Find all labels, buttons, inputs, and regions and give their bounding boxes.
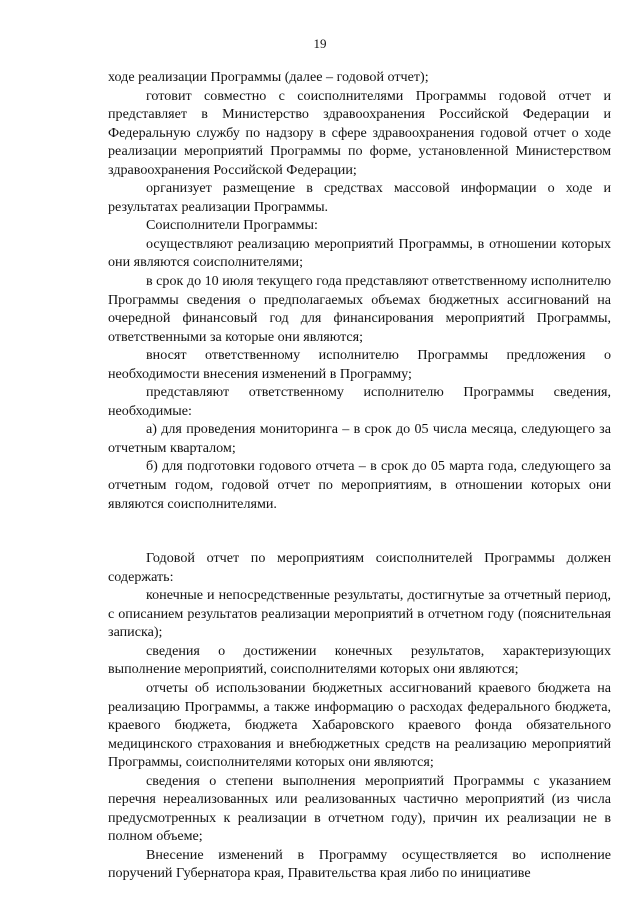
paragraph: Внесение изменений в Программу осуществляется во исполнение поручений Губернатора края, Правительства края либо по инициативе bbox=[108, 846, 611, 882]
paragraph: ходе реализации Программы (далее – годовой отчет); bbox=[108, 69, 429, 85]
paragraph: Соисполнители Программы: bbox=[146, 217, 318, 234]
paragraph: готовит совместно с соисполнителями Программы годовой отчет и представляет в Министерство здравоохранения Российской Федерации и Федеральную службу по надзору в сфере здравоохранения годовой отчет о ходе реализации мероприятий Программы по форме, установленной Министерством здравоохранения Российской Федерации; bbox=[108, 87, 611, 178]
section-responsibilities bbox=[108, 68, 611, 513]
document-body bbox=[108, 68, 611, 883]
page-number: 19 bbox=[313, 36, 327, 51]
paragraph: а) для проведения мониторинга – в срок до 05 числа месяца, следующего за отчетным кварталом; bbox=[108, 421, 611, 456]
paragraph: организует размещение в средствах массовой информации о ходе и результатах реализации Программы. bbox=[108, 180, 611, 215]
section-spacer bbox=[108, 513, 611, 549]
paragraph: осуществляют реализацию мероприятий Программы, в отношении которых они являются соисполнителями; bbox=[108, 235, 611, 271]
paragraph: сведения о степени выполнения мероприятий Программы с указанием перечня нереализованных или реализованных частично мероприятий (из числа предусмотренных к реализации в отчетном году), причин их реализации не в полном объеме; bbox=[108, 772, 611, 845]
paragraph: Годовой отчет по мероприятиям соисполнителей Программы должен содержать: bbox=[108, 550, 611, 585]
section-annual-report bbox=[108, 549, 611, 883]
paragraph: вносят ответственному исполнителю Программы предложения о необходимости внесения изменений в Программу; bbox=[108, 347, 611, 382]
paragraph: отчеты об использовании бюджетных ассигнований краевого бюджета на реализацию Программы, а также информацию о расходах федерального бюджета, краевого бюджета, бюджета Хабаровского краевого фонда обязательного медицинского страхования и внебюджетных средств на реализацию мероприятий Программы, соисполнителями которых они являются; bbox=[108, 679, 611, 771]
paragraph: в срок до 10 июля текущего года представляют ответственному исполнителю Программы сведения о предполагаемых объемах бюджетных ассигнований на очередной финансовый год для финансирования мероприятий Программы, ответственными за которые они являются; bbox=[108, 273, 612, 345]
paragraph: сведения о достижении конечных результатов, характеризующих выполнение мероприятий, соисполнителями которых они являются; bbox=[108, 642, 611, 678]
paragraph: б) для подготовки годового отчета – в срок до 05 марта года, следующего за отчетным годом, годовой отчет по мероприятиям, в отношении которых они являются соисполнителями. bbox=[108, 458, 611, 512]
paragraph: представляют ответственному исполнителю Программы сведения, необходимые: bbox=[108, 384, 611, 419]
paragraph: конечные и непосредственные результаты, достигнутые за отчетный период, с описанием результатов реализации мероприятий в отчетном году (пояснительная записка); bbox=[108, 587, 611, 641]
